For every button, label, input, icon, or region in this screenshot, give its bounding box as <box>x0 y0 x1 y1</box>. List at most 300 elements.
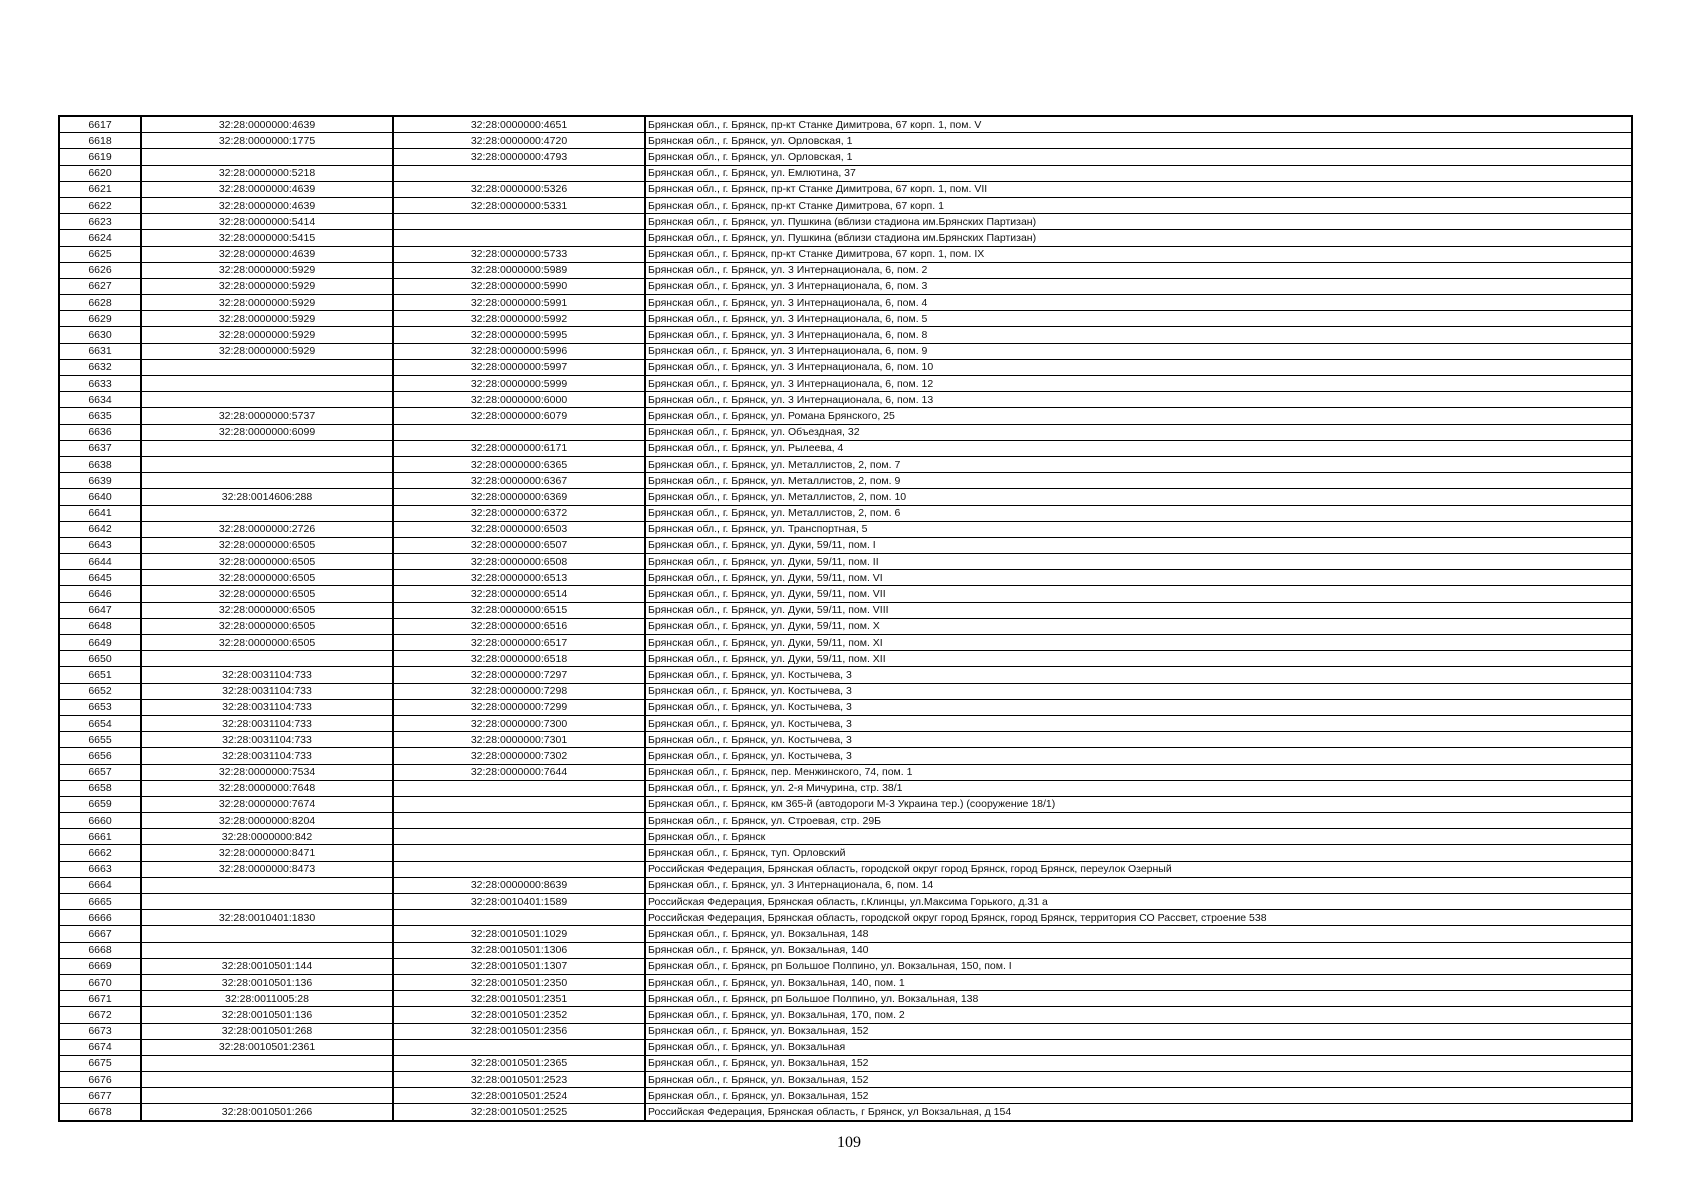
table-row <box>59 715 1632 731</box>
parcel-cadastral-number-cell: 32:28:0000000:5929 <box>141 327 393 343</box>
row-number-cell: 6624 <box>59 230 141 246</box>
object-cadastral-number-cell <box>393 230 645 246</box>
table-row <box>59 149 1632 165</box>
row-number-cell: 6658 <box>59 780 141 796</box>
object-cadastral-number-cell <box>393 813 645 829</box>
row-number-cell: 6646 <box>59 586 141 602</box>
parcel-cadastral-number-cell: 32:28:0000000:8473 <box>141 861 393 877</box>
parcel-cadastral-number-cell <box>141 440 393 456</box>
row-number-cell: 6640 <box>59 489 141 505</box>
address-cell: Брянская обл., г. Брянск, ул. Вокзальная, 152 <box>645 1055 1632 1071</box>
object-cadastral-number-cell: 32:28:0000000:7300 <box>393 715 645 731</box>
table-row <box>59 359 1632 375</box>
row-number-cell: 6678 <box>59 1104 141 1121</box>
table-row <box>59 440 1632 456</box>
row-number-cell: 6650 <box>59 651 141 667</box>
table-row <box>59 861 1632 877</box>
table-row <box>59 683 1632 699</box>
object-cadastral-number-cell: 32:28:0000000:6367 <box>393 473 645 489</box>
object-cadastral-number-cell: 32:28:0000000:6369 <box>393 489 645 505</box>
row-number-cell: 6649 <box>59 635 141 651</box>
table-row <box>59 910 1632 926</box>
row-number-cell: 6673 <box>59 1023 141 1039</box>
object-cadastral-number-cell: 32:28:0000000:6079 <box>393 408 645 424</box>
row-number-cell: 6659 <box>59 796 141 812</box>
address-cell: Брянская обл., г. Брянск, ул. Металлистов, 2, пом. 9 <box>645 473 1632 489</box>
address-cell: Брянская обл., г. Брянск, ул. Вокзальная, 152 <box>645 1072 1632 1088</box>
object-cadastral-number-cell: 32:28:0000000:6516 <box>393 618 645 634</box>
table-row <box>59 311 1632 327</box>
parcel-cadastral-number-cell: 32:28:0010401:1830 <box>141 910 393 926</box>
row-number-cell: 6665 <box>59 894 141 910</box>
table-body <box>59 116 1632 1121</box>
address-cell: Брянская обл., г. Брянск, ул. Вокзальная, 148 <box>645 926 1632 942</box>
table-row <box>59 133 1632 149</box>
table-row <box>59 554 1632 570</box>
parcel-cadastral-number-cell: 32:28:0000000:6099 <box>141 424 393 440</box>
parcel-cadastral-number-cell: 32:28:0011005:28 <box>141 991 393 1007</box>
object-cadastral-number-cell: 32:28:0000000:6515 <box>393 602 645 618</box>
row-number-cell: 6654 <box>59 715 141 731</box>
row-number-cell: 6657 <box>59 764 141 780</box>
table-row <box>59 845 1632 861</box>
address-cell: Брянская обл., г. Брянск, ул. 3 Интернационала, 6, пом. 12 <box>645 376 1632 392</box>
parcel-cadastral-number-cell: 32:28:0000000:7534 <box>141 764 393 780</box>
address-cell: Брянская обл., г. Брянск, ул. 3 Интернационала, 6, пом. 8 <box>645 327 1632 343</box>
parcel-cadastral-number-cell: 32:28:0000000:4639 <box>141 181 393 197</box>
parcel-cadastral-number-cell: 32:28:0000000:7648 <box>141 780 393 796</box>
parcel-cadastral-number-cell: 32:28:0014606:288 <box>141 489 393 505</box>
row-number-cell: 6668 <box>59 942 141 958</box>
table-row <box>59 278 1632 294</box>
address-cell: Брянская обл., г. Брянск, ул. Дуки, 59/11, пом. VII <box>645 586 1632 602</box>
parcel-cadastral-number-cell: 32:28:0031104:733 <box>141 683 393 699</box>
row-number-cell: 6617 <box>59 116 141 133</box>
address-cell: Брянская обл., г. Брянск, ул. Транспортная, 5 <box>645 521 1632 537</box>
row-number-cell: 6666 <box>59 910 141 926</box>
object-cadastral-number-cell: 32:28:0010501:2356 <box>393 1023 645 1039</box>
table-row <box>59 732 1632 748</box>
parcel-cadastral-number-cell: 32:28:0031104:733 <box>141 699 393 715</box>
parcel-cadastral-number-cell <box>141 1055 393 1071</box>
address-cell: Брянская обл., г. Брянск, ул. 3 Интернационала, 6, пом. 2 <box>645 262 1632 278</box>
object-cadastral-number-cell <box>393 829 645 845</box>
table-row <box>59 829 1632 845</box>
object-cadastral-number-cell: 32:28:0010501:2352 <box>393 1007 645 1023</box>
object-cadastral-number-cell: 32:28:0000000:5997 <box>393 359 645 375</box>
table-row <box>59 1104 1632 1121</box>
address-cell: Брянская обл., г. Брянск, ул. Костычева, 3 <box>645 715 1632 731</box>
table-row <box>59 796 1632 812</box>
address-cell: Брянская обл., г. Брянск, ул. 3 Интернационала, 6, пом. 3 <box>645 278 1632 294</box>
object-cadastral-number-cell: 32:28:0000000:4720 <box>393 133 645 149</box>
parcel-cadastral-number-cell <box>141 877 393 893</box>
table-row <box>59 181 1632 197</box>
table-row <box>59 295 1632 311</box>
row-number-cell: 6632 <box>59 359 141 375</box>
table-row <box>59 343 1632 359</box>
object-cadastral-number-cell <box>393 845 645 861</box>
parcel-cadastral-number-cell: 32:28:0000000:842 <box>141 829 393 845</box>
address-cell: Брянская обл., г. Брянск, ул. Костычева, 3 <box>645 748 1632 764</box>
object-cadastral-number-cell: 32:28:0000000:7297 <box>393 667 645 683</box>
row-number-cell: 6638 <box>59 456 141 472</box>
property-registry-table <box>58 115 1633 1122</box>
address-cell: Брянская обл., г. Брянск, ул. Вокзальная, 152 <box>645 1088 1632 1104</box>
row-number-cell: 6629 <box>59 311 141 327</box>
object-cadastral-number-cell <box>393 861 645 877</box>
table-row <box>59 521 1632 537</box>
address-cell: Брянская обл., г. Брянск, ул. Романа Брянского, 25 <box>645 408 1632 424</box>
row-number-cell: 6621 <box>59 181 141 197</box>
address-cell: Брянская обл., г. Брянск, ул. Металлистов, 2, пом. 7 <box>645 456 1632 472</box>
object-cadastral-number-cell: 32:28:0010501:2365 <box>393 1055 645 1071</box>
row-number-cell: 6661 <box>59 829 141 845</box>
row-number-cell: 6642 <box>59 521 141 537</box>
parcel-cadastral-number-cell: 32:28:0000000:7674 <box>141 796 393 812</box>
address-cell: Брянская обл., г. Брянск, пр-кт Станке Димитрова, 67 корп. 1, пом. IX <box>645 246 1632 262</box>
address-cell: Брянская обл., г. Брянск, ул. Костычева, 3 <box>645 699 1632 715</box>
table-row <box>59 116 1632 133</box>
table-row <box>59 699 1632 715</box>
object-cadastral-number-cell: 32:28:0010501:1029 <box>393 926 645 942</box>
table-row <box>59 942 1632 958</box>
object-cadastral-number-cell: 32:28:0000000:6518 <box>393 651 645 667</box>
object-cadastral-number-cell: 32:28:0000000:5995 <box>393 327 645 343</box>
table-row <box>59 262 1632 278</box>
parcel-cadastral-number-cell: 32:28:0031104:733 <box>141 715 393 731</box>
table-row <box>59 958 1632 974</box>
address-cell: Брянская обл., г. Брянск, ул. Дуки, 59/11, пом. II <box>645 554 1632 570</box>
object-cadastral-number-cell: 32:28:0000000:5990 <box>393 278 645 294</box>
parcel-cadastral-number-cell: 32:28:0000000:5929 <box>141 262 393 278</box>
table-row <box>59 748 1632 764</box>
row-number-cell: 6648 <box>59 618 141 634</box>
object-cadastral-number-cell: 32:28:0000000:6000 <box>393 392 645 408</box>
row-number-cell: 6627 <box>59 278 141 294</box>
row-number-cell: 6630 <box>59 327 141 343</box>
table-row <box>59 926 1632 942</box>
row-number-cell: 6677 <box>59 1088 141 1104</box>
parcel-cadastral-number-cell <box>141 651 393 667</box>
table-row <box>59 1039 1632 1055</box>
object-cadastral-number-cell: 32:28:0000000:8639 <box>393 877 645 893</box>
row-number-cell: 6671 <box>59 991 141 1007</box>
parcel-cadastral-number-cell: 32:28:0010501:136 <box>141 1007 393 1023</box>
object-cadastral-number-cell <box>393 1039 645 1055</box>
parcel-cadastral-number-cell <box>141 1088 393 1104</box>
address-cell: Брянская обл., г. Брянск, ул. Вокзальная, 152 <box>645 1023 1632 1039</box>
parcel-cadastral-number-cell: 32:28:0031104:733 <box>141 667 393 683</box>
address-cell: Брянская обл., г. Брянск, пр-кт Станке Димитрова, 67 корп. 1, пом. V <box>645 116 1632 133</box>
object-cadastral-number-cell: 32:28:0010501:2351 <box>393 991 645 1007</box>
address-cell: Брянская обл., г. Брянск, ул. Костычева, 3 <box>645 683 1632 699</box>
parcel-cadastral-number-cell: 32:28:0000000:5414 <box>141 214 393 230</box>
address-cell: Российская Федерация, Брянская область, г.Клинцы, ул.Максима Горького, д.31 а <box>645 894 1632 910</box>
row-number-cell: 6674 <box>59 1039 141 1055</box>
parcel-cadastral-number-cell <box>141 926 393 942</box>
address-cell: Брянская обл., г. Брянск, пер. Менжинского, 74, пом. 1 <box>645 764 1632 780</box>
parcel-cadastral-number-cell: 32:28:0000000:5218 <box>141 165 393 181</box>
table-row <box>59 570 1632 586</box>
row-number-cell: 6655 <box>59 732 141 748</box>
object-cadastral-number-cell: 32:28:0000000:7302 <box>393 748 645 764</box>
table-row <box>59 1088 1632 1104</box>
row-number-cell: 6662 <box>59 845 141 861</box>
object-cadastral-number-cell: 32:28:0010501:2525 <box>393 1104 645 1121</box>
object-cadastral-number-cell: 32:28:0010501:2524 <box>393 1088 645 1104</box>
address-cell: Брянская обл., г. Брянск, ул. Строевая, стр. 29Б <box>645 813 1632 829</box>
row-number-cell: 6656 <box>59 748 141 764</box>
table-row <box>59 1055 1632 1071</box>
address-cell: Брянская обл., г. Брянск, ул. 3 Интернационала, 6, пом. 13 <box>645 392 1632 408</box>
table-row <box>59 764 1632 780</box>
table-row <box>59 635 1632 651</box>
table-row <box>59 780 1632 796</box>
parcel-cadastral-number-cell: 32:28:0010501:2361 <box>141 1039 393 1055</box>
address-cell: Брянская обл., г. Брянск, км 365-й (автодороги М-3 Украина тер.) (сооружение 18/1) <box>645 796 1632 812</box>
object-cadastral-number-cell: 32:28:0000000:7298 <box>393 683 645 699</box>
object-cadastral-number-cell: 32:28:0000000:6513 <box>393 570 645 586</box>
object-cadastral-number-cell: 32:28:0000000:5992 <box>393 311 645 327</box>
table-row <box>59 214 1632 230</box>
address-cell: Брянская обл., г. Брянск, рп Большое Полпино, ул. Вокзальная, 138 <box>645 991 1632 1007</box>
parcel-cadastral-number-cell: 32:28:0000000:8204 <box>141 813 393 829</box>
object-cadastral-number-cell: 32:28:0010501:1306 <box>393 942 645 958</box>
object-cadastral-number-cell: 32:28:0000000:4651 <box>393 116 645 133</box>
address-cell: Брянская обл., г. Брянск, ул. Пушкина (вблизи стадиона им.Брянских Партизан) <box>645 230 1632 246</box>
row-number-cell: 6626 <box>59 262 141 278</box>
parcel-cadastral-number-cell: 32:28:0000000:6505 <box>141 570 393 586</box>
row-number-cell: 6676 <box>59 1072 141 1088</box>
address-cell: Брянская обл., г. Брянск, пр-кт Станке Димитрова, 67 корп. 1 <box>645 197 1632 213</box>
row-number-cell: 6637 <box>59 440 141 456</box>
table-row <box>59 246 1632 262</box>
row-number-cell: 6639 <box>59 473 141 489</box>
object-cadastral-number-cell: 32:28:0000000:5331 <box>393 197 645 213</box>
address-cell: Брянская обл., г. Брянск, пр-кт Станке Димитрова, 67 корп. 1, пом. VII <box>645 181 1632 197</box>
parcel-cadastral-number-cell <box>141 505 393 521</box>
parcel-cadastral-number-cell: 32:28:0010501:144 <box>141 958 393 974</box>
address-cell: Брянская обл., г. Брянск, ул. Костычева, 3 <box>645 732 1632 748</box>
object-cadastral-number-cell <box>393 214 645 230</box>
object-cadastral-number-cell <box>393 424 645 440</box>
object-cadastral-number-cell: 32:28:0000000:5991 <box>393 295 645 311</box>
parcel-cadastral-number-cell: 32:28:0000000:5929 <box>141 343 393 359</box>
address-cell: Брянская обл., г. Брянск, ул. Пушкина (вблизи стадиона им.Брянских Партизан) <box>645 214 1632 230</box>
table-row <box>59 392 1632 408</box>
table-row <box>59 537 1632 553</box>
row-number-cell: 6623 <box>59 214 141 230</box>
table-row <box>59 991 1632 1007</box>
table-row <box>59 602 1632 618</box>
parcel-cadastral-number-cell: 32:28:0010501:268 <box>141 1023 393 1039</box>
address-cell: Российская Федерация, Брянская область, г Брянск, ул Вокзальная, д 154 <box>645 1104 1632 1121</box>
object-cadastral-number-cell: 32:28:0000000:5733 <box>393 246 645 262</box>
parcel-cadastral-number-cell: 32:28:0000000:5415 <box>141 230 393 246</box>
parcel-cadastral-number-cell: 32:28:0000000:4639 <box>141 246 393 262</box>
object-cadastral-number-cell <box>393 165 645 181</box>
table-row <box>59 974 1632 990</box>
object-cadastral-number-cell: 32:28:0010501:1307 <box>393 958 645 974</box>
address-cell: Брянская обл., г. Брянск, ул. Дуки, 59/11, пом. X <box>645 618 1632 634</box>
object-cadastral-number-cell: 32:28:0000000:5989 <box>393 262 645 278</box>
parcel-cadastral-number-cell <box>141 894 393 910</box>
table-row <box>59 618 1632 634</box>
parcel-cadastral-number-cell: 32:28:0000000:5929 <box>141 311 393 327</box>
object-cadastral-number-cell: 32:28:0000000:4793 <box>393 149 645 165</box>
row-number-cell: 6663 <box>59 861 141 877</box>
object-cadastral-number-cell: 32:28:0010501:2350 <box>393 974 645 990</box>
row-number-cell: 6672 <box>59 1007 141 1023</box>
object-cadastral-number-cell: 32:28:0000000:6365 <box>393 456 645 472</box>
table-row <box>59 1023 1632 1039</box>
object-cadastral-number-cell: 32:28:0010501:2523 <box>393 1072 645 1088</box>
parcel-cadastral-number-cell: 32:28:0031104:733 <box>141 748 393 764</box>
parcel-cadastral-number-cell: 32:28:0010501:266 <box>141 1104 393 1121</box>
row-number-cell: 6653 <box>59 699 141 715</box>
address-cell: Брянская обл., г. Брянск, ул. Емлютина, 37 <box>645 165 1632 181</box>
address-cell: Брянская обл., г. Брянск, ул. Вокзальная <box>645 1039 1632 1055</box>
object-cadastral-number-cell <box>393 780 645 796</box>
address-cell: Брянская обл., г. Брянск, ул. 3 Интернационала, 6, пом. 5 <box>645 311 1632 327</box>
parcel-cadastral-number-cell: 32:28:0031104:733 <box>141 732 393 748</box>
table-row <box>59 894 1632 910</box>
parcel-cadastral-number-cell: 32:28:0000000:6505 <box>141 635 393 651</box>
row-number-cell: 6625 <box>59 246 141 262</box>
parcel-cadastral-number-cell: 32:28:0000000:2726 <box>141 521 393 537</box>
page-number: 109 <box>837 1134 861 1151</box>
row-number-cell: 6643 <box>59 537 141 553</box>
address-cell: Брянская обл., г. Брянск, ул. Металлистов, 2, пом. 6 <box>645 505 1632 521</box>
address-cell: Брянская обл., г. Брянск, ул. Дуки, 59/11, пом. I <box>645 537 1632 553</box>
object-cadastral-number-cell: 32:28:0000000:5326 <box>393 181 645 197</box>
row-number-cell: 6667 <box>59 926 141 942</box>
row-number-cell: 6675 <box>59 1055 141 1071</box>
address-cell: Брянская обл., г. Брянск, ул. Вокзальная, 170, пом. 2 <box>645 1007 1632 1023</box>
table-row <box>59 1007 1632 1023</box>
row-number-cell: 6622 <box>59 197 141 213</box>
address-cell: Брянская обл., г. Брянск, ул. Объездная, 32 <box>645 424 1632 440</box>
table-row <box>59 667 1632 683</box>
table-row <box>59 651 1632 667</box>
row-number-cell: 6651 <box>59 667 141 683</box>
table-row <box>59 376 1632 392</box>
row-number-cell: 6652 <box>59 683 141 699</box>
object-cadastral-number-cell: 32:28:0000000:6171 <box>393 440 645 456</box>
row-number-cell: 6660 <box>59 813 141 829</box>
parcel-cadastral-number-cell: 32:28:0010501:136 <box>141 974 393 990</box>
table-row <box>59 197 1632 213</box>
address-cell: Брянская обл., г. Брянск, рп Большое Полпино, ул. Вокзальная, 150, пом. I <box>645 958 1632 974</box>
parcel-cadastral-number-cell: 32:28:0000000:1775 <box>141 133 393 149</box>
row-number-cell: 6618 <box>59 133 141 149</box>
parcel-cadastral-number-cell <box>141 149 393 165</box>
object-cadastral-number-cell: 32:28:0000000:7299 <box>393 699 645 715</box>
object-cadastral-number-cell: 32:28:0000000:5999 <box>393 376 645 392</box>
parcel-cadastral-number-cell <box>141 392 393 408</box>
row-number-cell: 6647 <box>59 602 141 618</box>
table-row <box>59 586 1632 602</box>
row-number-cell: 6664 <box>59 877 141 893</box>
address-cell: Брянская обл., г. Брянск, ул. Рылеева, 4 <box>645 440 1632 456</box>
parcel-cadastral-number-cell <box>141 1072 393 1088</box>
parcel-cadastral-number-cell: 32:28:0000000:4639 <box>141 116 393 133</box>
row-number-cell: 6645 <box>59 570 141 586</box>
address-cell: Брянская обл., г. Брянск, ул. Дуки, 59/11, пом. VI <box>645 570 1632 586</box>
address-cell: Брянская обл., г. Брянск, ул. 3 Интернационала, 6, пом. 4 <box>645 295 1632 311</box>
address-cell: Брянская обл., г. Брянск, ул. Орловская, 1 <box>645 133 1632 149</box>
table-row <box>59 489 1632 505</box>
row-number-cell: 6631 <box>59 343 141 359</box>
address-cell: Брянская обл., г. Брянск, ул. 3 Интернационала, 6, пом. 14 <box>645 877 1632 893</box>
address-cell: Брянская обл., г. Брянск, ул. Вокзальная, 140 <box>645 942 1632 958</box>
address-cell: Брянская обл., г. Брянск, ул. Металлистов, 2, пом. 10 <box>645 489 1632 505</box>
table-row <box>59 230 1632 246</box>
object-cadastral-number-cell <box>393 910 645 926</box>
object-cadastral-number-cell: 32:28:0000000:6372 <box>393 505 645 521</box>
table-row <box>59 1072 1632 1088</box>
object-cadastral-number-cell: 32:28:0000000:7644 <box>393 764 645 780</box>
parcel-cadastral-number-cell <box>141 359 393 375</box>
row-number-cell: 6628 <box>59 295 141 311</box>
address-cell: Брянская обл., г. Брянск, ул. Дуки, 59/11, пом. VIII <box>645 602 1632 618</box>
parcel-cadastral-number-cell: 32:28:0000000:4639 <box>141 197 393 213</box>
parcel-cadastral-number-cell: 32:28:0000000:8471 <box>141 845 393 861</box>
parcel-cadastral-number-cell: 32:28:0000000:5737 <box>141 408 393 424</box>
table-row <box>59 408 1632 424</box>
parcel-cadastral-number-cell: 32:28:0000000:6505 <box>141 554 393 570</box>
row-number-cell: 6634 <box>59 392 141 408</box>
row-number-cell: 6620 <box>59 165 141 181</box>
object-cadastral-number-cell: 32:28:0000000:6508 <box>393 554 645 570</box>
parcel-cadastral-number-cell: 32:28:0000000:5929 <box>141 278 393 294</box>
table-row <box>59 424 1632 440</box>
parcel-cadastral-number-cell: 32:28:0000000:5929 <box>141 295 393 311</box>
address-cell: Российская Федерация, Брянская область, городской округ город Брянск, город Брянск, территория СО Рассвет, строение 538 <box>645 910 1632 926</box>
object-cadastral-number-cell <box>393 796 645 812</box>
parcel-cadastral-number-cell: 32:28:0000000:6505 <box>141 537 393 553</box>
address-cell: Брянская обл., г. Брянск, ул. Костычева, 3 <box>645 667 1632 683</box>
address-cell: Брянская обл., г. Брянск, ул. 3 Интернационала, 6, пом. 10 <box>645 359 1632 375</box>
address-cell: Брянская обл., г. Брянск, ул. 3 Интернационала, 6, пом. 9 <box>645 343 1632 359</box>
object-cadastral-number-cell: 32:28:0000000:6517 <box>393 635 645 651</box>
row-number-cell: 6633 <box>59 376 141 392</box>
parcel-cadastral-number-cell <box>141 473 393 489</box>
row-number-cell: 6636 <box>59 424 141 440</box>
object-cadastral-number-cell: 32:28:0010401:1589 <box>393 894 645 910</box>
parcel-cadastral-number-cell: 32:28:0000000:6505 <box>141 618 393 634</box>
object-cadastral-number-cell: 32:28:0000000:7301 <box>393 732 645 748</box>
table-row <box>59 327 1632 343</box>
row-number-cell: 6669 <box>59 958 141 974</box>
address-cell: Российская Федерация, Брянская область, городской округ город Брянск, город Брянск, переулок Озерный <box>645 861 1632 877</box>
parcel-cadastral-number-cell <box>141 456 393 472</box>
row-number-cell: 6619 <box>59 149 141 165</box>
parcel-cadastral-number-cell <box>141 376 393 392</box>
object-cadastral-number-cell: 32:28:0000000:5996 <box>393 343 645 359</box>
address-cell: Брянская обл., г. Брянск, ул. 2-я Мичурина, стр. 38/1 <box>645 780 1632 796</box>
table-row <box>59 813 1632 829</box>
address-cell: Брянская обл., г. Брянск, туп. Орловский <box>645 845 1632 861</box>
row-number-cell: 6635 <box>59 408 141 424</box>
object-cadastral-number-cell: 32:28:0000000:6503 <box>393 521 645 537</box>
parcel-cadastral-number-cell: 32:28:0000000:6505 <box>141 586 393 602</box>
parcel-cadastral-number-cell: 32:28:0000000:6505 <box>141 602 393 618</box>
table-row <box>59 505 1632 521</box>
parcel-cadastral-number-cell <box>141 942 393 958</box>
table-row <box>59 877 1632 893</box>
